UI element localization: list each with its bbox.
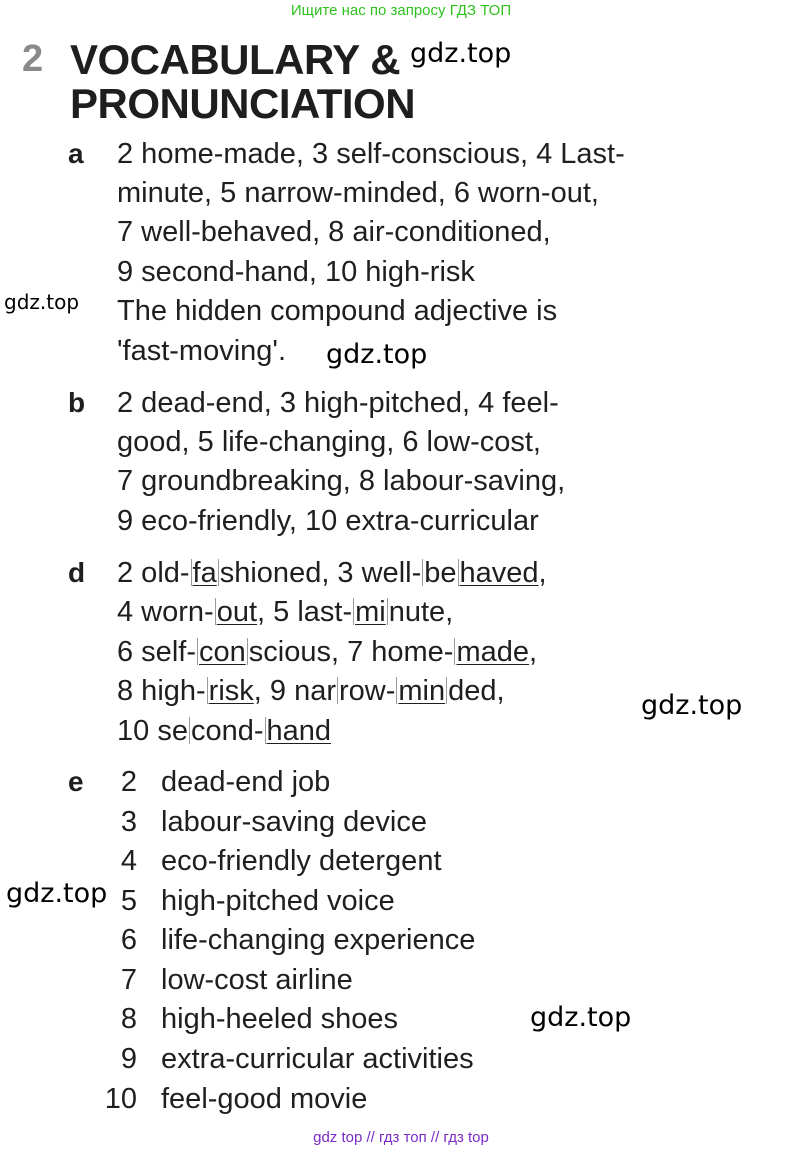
syllable: nute,	[388, 596, 454, 628]
section-title-line: PRONUNCIATION	[70, 80, 416, 127]
section-title-line: VOCABULARY &	[70, 36, 401, 83]
stressed-syllable: out	[216, 596, 258, 628]
item-number: 4	[120, 845, 137, 877]
syllable: be	[424, 557, 457, 589]
section-number: 2	[22, 38, 44, 80]
syllable: cond-	[190, 715, 264, 747]
syllable: ,	[538, 557, 547, 589]
stressed-syllable: made	[456, 636, 529, 668]
syllable-divider	[337, 677, 338, 704]
syllable: 4 worn-	[117, 596, 214, 628]
syllable-divider	[207, 677, 208, 704]
answer-line: 7 groundbreaking, 8 labour-saving,	[117, 465, 566, 497]
watermark: gdz.top	[326, 339, 428, 370]
stressed-syllable: hand	[266, 715, 332, 747]
answer-line: 'fast-moving'.	[117, 335, 287, 367]
stressed-syllable: mi	[355, 596, 386, 628]
watermark: gdz.top	[641, 690, 743, 721]
item-number: 6	[120, 924, 137, 956]
answer-line: 9 eco-friendly, 10 extra-curricular	[117, 505, 539, 537]
collocation: eco-friendly detergent	[161, 845, 442, 877]
syllable-divider	[353, 598, 354, 625]
syllable: 8 high-	[117, 675, 206, 707]
item-number: 10	[104, 1083, 137, 1115]
stressed-syllable: min	[398, 675, 446, 707]
syllable-divider	[247, 638, 248, 665]
item-number: 9	[120, 1043, 137, 1075]
syllable-divider	[387, 598, 388, 625]
syllable-divider	[218, 559, 219, 586]
stress-line	[117, 714, 331, 748]
collocation: high-heeled shoes	[161, 1003, 399, 1035]
section-title	[70, 38, 415, 126]
stressed-syllable: haved	[459, 557, 539, 589]
item-number: 7	[120, 964, 137, 996]
syllable: 6 self-	[117, 636, 196, 668]
top-banner: Ищите нас по запросу ГДЗ ТОП	[290, 2, 512, 19]
syllable: , 9 nar	[253, 675, 336, 707]
collocation: high-pitched voice	[161, 885, 395, 917]
syllable: scious, 7 home-	[248, 636, 454, 668]
exercise-letter-e: e	[68, 766, 84, 797]
answer-line: 7 well-behaved, 8 air-conditioned,	[117, 216, 551, 248]
watermark: gdz.top	[410, 38, 512, 69]
watermark: gdz.top	[6, 878, 108, 909]
exercise-letter-a: a	[68, 138, 84, 169]
syllable: , 5 last-	[257, 596, 353, 628]
syllable: shioned, 3 well-	[219, 557, 422, 589]
answer-line: minute, 5 narrow-minded, 6 worn-out,	[117, 177, 599, 209]
answer-line: The hidden compound adjective is	[117, 295, 558, 327]
item-number: 8	[120, 1003, 137, 1035]
syllable-divider	[446, 677, 447, 704]
answer-line: 2 dead-end, 3 high-pitched, 4 feel-	[117, 387, 559, 419]
item-number: 3	[120, 806, 137, 838]
answer-line: 9 second-hand, 10 high-risk	[117, 256, 475, 288]
syllable-divider	[191, 559, 192, 586]
stress-line	[117, 595, 453, 629]
stressed-syllable: con	[198, 636, 246, 668]
syllable-divider	[215, 598, 216, 625]
syllable: 2 old-	[117, 557, 190, 589]
syllable-divider	[458, 559, 459, 586]
stress-line	[117, 556, 547, 590]
watermark: gdz.top	[4, 290, 80, 314]
collocation: feel-good movie	[161, 1083, 368, 1115]
footer: gdz top // гдз топ // гдз top	[313, 1129, 489, 1146]
exercise-letter-d: d	[68, 557, 86, 588]
watermark: gdz.top	[530, 1002, 632, 1033]
exercise-letter-b: b	[68, 387, 86, 418]
stressed-syllable: fa	[192, 557, 217, 589]
syllable: ded,	[448, 675, 505, 707]
syllable: 10 se	[117, 715, 188, 747]
syllable: ,	[529, 636, 538, 668]
answer-line: 2 home-made, 3 self-conscious, 4 Last-	[117, 138, 625, 170]
syllable: row-	[339, 675, 396, 707]
stress-line	[117, 635, 537, 669]
collocation: labour-saving device	[161, 806, 427, 838]
collocation: low-cost airline	[161, 964, 353, 996]
collocation: life-changing experience	[161, 924, 476, 956]
stressed-syllable: risk	[208, 675, 254, 707]
stress-line	[117, 674, 505, 708]
syllable-divider	[189, 717, 190, 744]
item-number: 2	[120, 766, 137, 798]
syllable-divider	[265, 717, 266, 744]
collocation: dead-end job	[161, 766, 331, 798]
item-number: 5	[120, 885, 137, 917]
answer-line: good, 5 life-changing, 6 low-cost,	[117, 426, 541, 458]
syllable-divider	[197, 638, 198, 665]
collocation: extra-curricular activities	[161, 1043, 474, 1075]
